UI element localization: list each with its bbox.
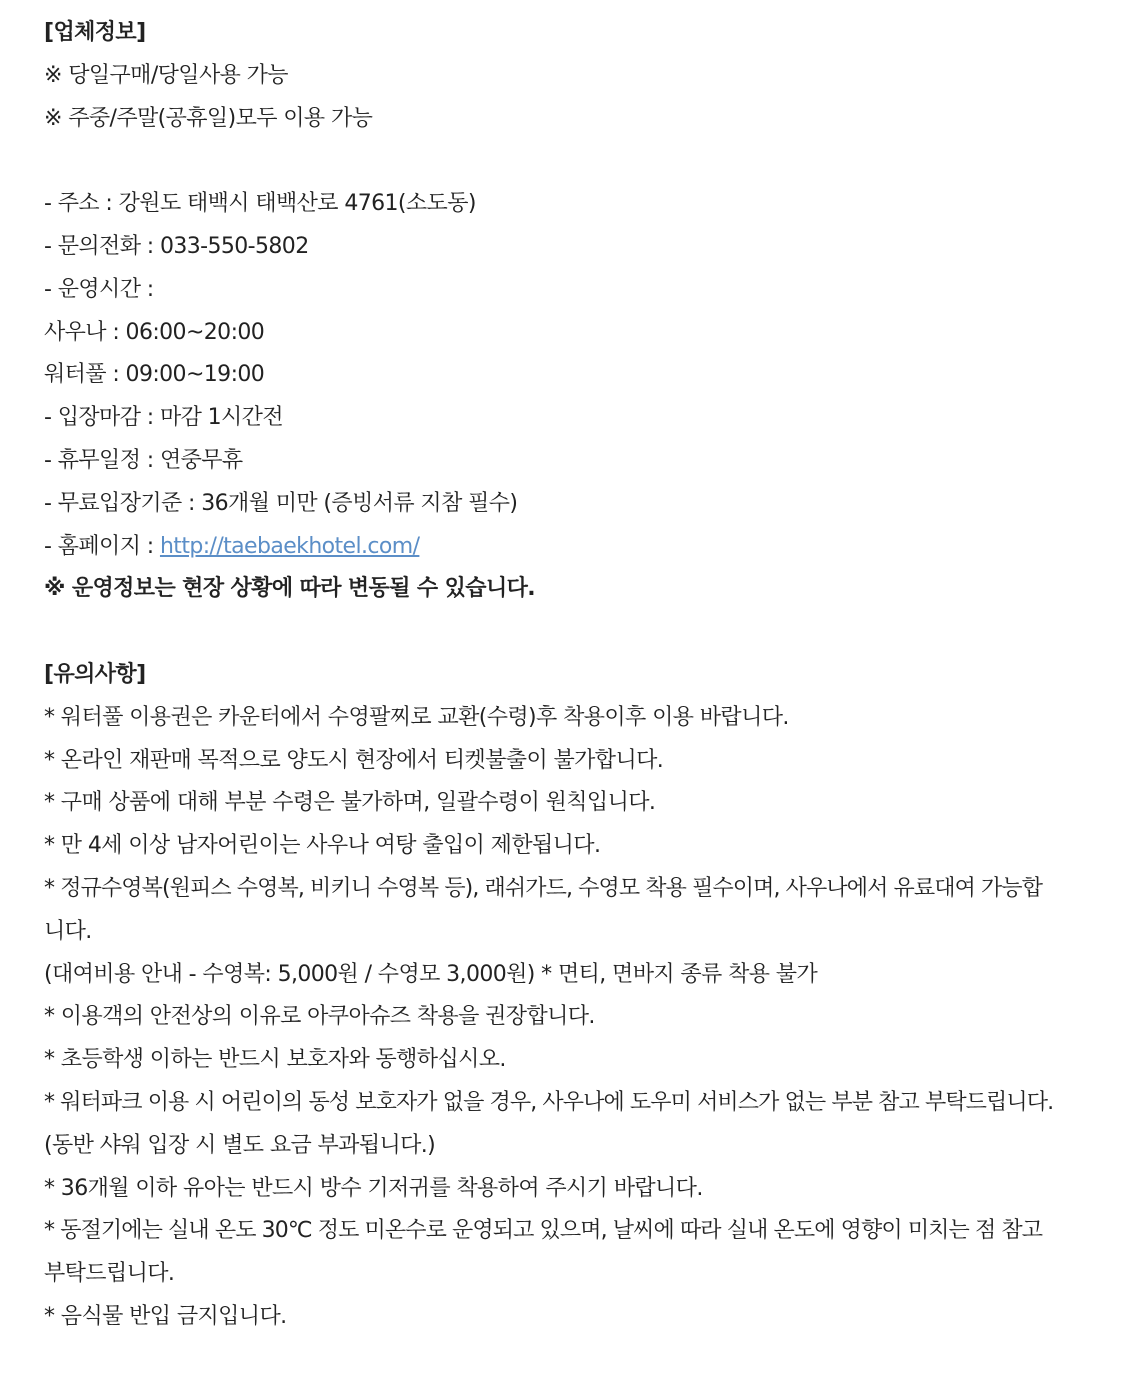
caution-line: * 워터풀 이용권은 카운터에서 수영팔찌로 교환(수령)후 착용이후 이용 바랍니다.	[44, 704, 789, 730]
caution-line: (동반 샤워 입장 시 별도 요금 부과됩니다.)	[44, 1132, 436, 1158]
caution-line: * 이용객의 안전상의 이유로 아쿠아슈즈 착용을 권장합니다.	[44, 1004, 595, 1030]
spacer	[44, 611, 1116, 654]
free-entry: - 무료입장기준 : 36개월 미만 (증빙서류 지참 필수)	[44, 490, 518, 516]
homepage-label: - 홈페이지 :	[44, 533, 160, 559]
waterpool-hours: 워터풀 : 09:00~19:00	[44, 362, 265, 388]
caution-line: * 구매 상품에 대해 부분 수령은 불가하며, 일괄수령이 원칙입니다.	[44, 790, 656, 816]
caution-line: * 동절기에는 실내 온도 30℃ 정도 미온수로 운영되고 있으며, 날씨에 따라 실내 온도에 영향이 미치는 점 참고	[44, 1218, 1043, 1244]
holiday: - 휴무일정 : 연중무휴	[44, 447, 243, 473]
address: - 주소 : 강원도 태백시 태백산로 4761(소도동)	[44, 191, 476, 217]
hours-label: - 운영시간 :	[44, 276, 154, 302]
cautions-heading: [유의사항]	[44, 661, 146, 687]
entry-close: - 입장마감 : 마감 1시간전	[44, 405, 283, 431]
caution-line: (대여비용 안내 - 수영복: 5,000원 / 수영모 3,000원) * 면티, 면바지 종류 착용 불가	[44, 961, 818, 987]
caution-line: * 만 4세 이상 남자어린이는 사우나 여탕 출입이 제한됩니다.	[44, 833, 601, 859]
same-day-note: ※ 당일구매/당일사용 가능	[44, 62, 288, 88]
phone: - 문의전화 : 033-550-5802	[44, 233, 309, 259]
caution-line: 부탁드립니다.	[44, 1261, 175, 1287]
sauna-hours: 사우나 : 06:00~20:00	[44, 319, 265, 345]
caution-line: * 정규수영복(원피스 수영복, 비키니 수영복 등), 래쉬가드, 수영모 착용 필수이며, 사우나에서 유료대여 가능합	[44, 875, 1043, 901]
spacer	[44, 140, 1116, 183]
caution-line: * 36개월 이하 유아는 반드시 방수 기저귀를 착용하여 주시기 바랍니다.	[44, 1175, 703, 1201]
weekday-weekend-note: ※ 주중/주말(공휴일)모두 이용 가능	[44, 105, 373, 131]
company-info-heading: [업체정보]	[44, 20, 146, 45]
operation-notice: ※ 운영정보는 현장 상황에 따라 변동될 수 있습니다.	[44, 576, 536, 602]
caution-line: * 초등학생 이하는 반드시 보호자와 동행하십시오.	[44, 1047, 506, 1073]
homepage-link[interactable]: http://taebaekhotel.com/	[159, 533, 420, 559]
caution-line: * 워터파크 이용 시 어린이의 동성 보호자가 없을 경우, 사우나에 도우미 서비스가 없는 부분 참고 부탁드립니다.	[44, 1089, 1054, 1115]
homepage-row	[44, 526, 1116, 569]
caution-line: * 음식물 반입 금지입니다.	[44, 1303, 287, 1329]
caution-line: * 온라인 재판매 목적으로 양도시 현장에서 티켓불출이 불가합니다.	[44, 747, 664, 773]
caution-line: 니다.	[44, 918, 92, 944]
